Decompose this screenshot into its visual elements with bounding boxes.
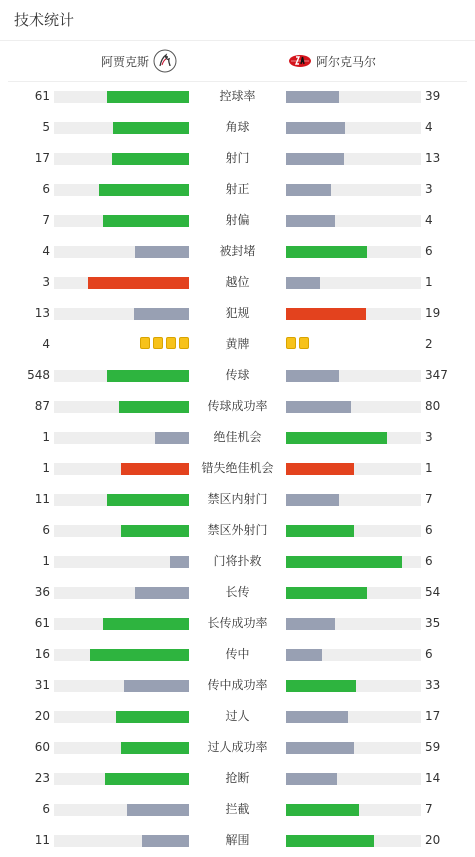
home-bar-track: [54, 370, 189, 382]
home-bar-fill: [105, 773, 189, 785]
away-bar-fill: [286, 308, 366, 320]
away-value: 4: [425, 213, 433, 227]
home-bar-track: [54, 308, 189, 320]
stat-label: 传中成功率: [207, 678, 268, 692]
away-bar-fill: [286, 525, 354, 537]
away-bar-fill: [286, 742, 354, 754]
stat-label: 拦截: [225, 802, 250, 816]
away-bar-fill: [286, 649, 322, 661]
home-bar-track: [54, 773, 189, 785]
home-bar-track: [54, 463, 189, 475]
stat-row: [0, 515, 475, 546]
away-bar-fill: [286, 432, 387, 444]
stat-label: 长传: [225, 585, 250, 599]
stat-row: [0, 205, 475, 236]
home-bar-fill: [107, 370, 189, 382]
home-value: 36: [34, 585, 50, 599]
home-bar-fill: [170, 556, 189, 568]
stat-row: [0, 360, 475, 391]
stat-row: [0, 484, 475, 515]
away-value: 3: [425, 430, 433, 444]
stat-row: [0, 639, 475, 670]
away-value: 14: [425, 771, 441, 785]
home-bar-track: [54, 153, 189, 165]
away-bar-track: [286, 587, 421, 599]
away-bar-track: [286, 401, 421, 413]
stat-label: 抢断: [225, 771, 250, 785]
home-bar-fill: [116, 711, 189, 723]
stat-row: [0, 794, 475, 825]
away-bar-fill: [286, 122, 345, 134]
stat-label: 射偏: [225, 213, 250, 227]
home-bar-fill: [142, 835, 189, 847]
away-bar-fill: [286, 587, 367, 599]
home-value: 61: [34, 89, 50, 103]
home-value: 3: [42, 275, 50, 289]
stat-label: 门将扑救: [213, 554, 262, 568]
stat-row: [0, 701, 475, 732]
stat-label: 被封堵: [219, 244, 256, 258]
stat-label: 角球: [225, 120, 250, 134]
away-bar-fill: [286, 463, 354, 475]
stat-row: [0, 825, 475, 856]
home-bar-track: [54, 246, 189, 258]
home-bar-fill: [88, 277, 189, 289]
away-bar-track: [286, 91, 421, 103]
away-value: 6: [425, 554, 433, 568]
stat-label: 解围: [225, 833, 250, 847]
away-bar-track: [286, 773, 421, 785]
home-bar-track: [54, 277, 189, 289]
home-bar-track: [54, 804, 189, 816]
home-bar-track: [54, 432, 189, 444]
stat-label: 犯规: [225, 306, 250, 320]
home-bar-fill: [155, 432, 189, 444]
stat-label: 黄牌: [225, 337, 250, 351]
away-yellow-cards: [286, 337, 309, 352]
home-bar-track: [54, 680, 189, 692]
stat-label: 控球率: [219, 89, 256, 103]
home-value: 1: [42, 461, 50, 475]
stat-row: [0, 453, 475, 484]
yellow-card-icon: [153, 337, 163, 349]
stat-row: [0, 391, 475, 422]
away-bar-fill: [286, 773, 337, 785]
away-value: 59: [425, 740, 441, 754]
yellow-card-icon: [166, 337, 176, 349]
away-value: 35: [425, 616, 441, 630]
away-bar-track: [286, 463, 421, 475]
home-bar-fill: [121, 742, 189, 754]
away-team[interactable]: [288, 41, 376, 81]
away-value: 19: [425, 306, 441, 320]
stats-list: [0, 81, 475, 856]
away-value: 13: [425, 151, 441, 165]
away-value: 347: [425, 368, 448, 382]
away-value: 6: [425, 244, 433, 258]
home-bar-fill: [113, 122, 189, 134]
away-value: 6: [425, 523, 433, 537]
away-bar-fill: [286, 277, 320, 289]
home-value: 31: [34, 678, 50, 692]
away-bar-track: [286, 742, 421, 754]
home-bar-fill: [127, 804, 189, 816]
away-bar-fill: [286, 215, 335, 227]
home-bar-fill: [121, 525, 189, 537]
home-bar-fill: [107, 91, 189, 103]
home-value: 13: [34, 306, 50, 320]
home-value: 60: [34, 740, 50, 754]
away-bar-fill: [286, 246, 367, 258]
stat-row: [0, 112, 475, 143]
away-bar-fill: [286, 711, 348, 723]
home-value: 11: [34, 833, 50, 847]
away-team-name: 阿尔克马尔: [316, 54, 377, 69]
stat-label: 长传成功率: [207, 616, 268, 630]
home-bar-track: [54, 525, 189, 537]
stat-label: 绝佳机会: [213, 430, 262, 444]
stat-row: [0, 422, 475, 453]
home-value: 61: [34, 616, 50, 630]
stat-label: 过人成功率: [207, 740, 268, 754]
home-yellow-cards: [140, 337, 189, 352]
home-bar-track: [54, 556, 189, 568]
home-bar-track: [54, 494, 189, 506]
home-value: 1: [42, 430, 50, 444]
stat-label: 越位: [225, 275, 250, 289]
away-bar-track: [286, 525, 421, 537]
home-bar-track: [54, 742, 189, 754]
stat-row: [0, 732, 475, 763]
home-value: 548: [27, 368, 50, 382]
yellow-card-icon: [286, 337, 296, 349]
home-team[interactable]: [101, 41, 177, 81]
away-bar-fill: [286, 401, 351, 413]
away-bar-fill: [286, 184, 331, 196]
home-value: 4: [42, 244, 50, 258]
home-value: 17: [34, 151, 50, 165]
away-value: 6: [425, 647, 433, 661]
away-value: 2: [425, 337, 433, 351]
away-bar-track: [286, 246, 421, 258]
ajax-crest-icon: [153, 49, 177, 73]
away-value: 33: [425, 678, 441, 692]
home-bar-fill: [103, 215, 189, 227]
stat-label: 射正: [225, 182, 250, 196]
home-bar-fill: [135, 587, 189, 599]
home-bar-fill: [119, 401, 189, 413]
home-bar-track: [54, 184, 189, 196]
home-bar-track: [54, 649, 189, 661]
home-bar-fill: [103, 618, 189, 630]
home-bar-fill: [99, 184, 189, 196]
stat-label: 传中: [225, 647, 250, 661]
yellow-card-icon: [140, 337, 150, 349]
away-bar-track: [286, 804, 421, 816]
home-bar-fill: [124, 680, 189, 692]
away-bar-fill: [286, 370, 339, 382]
away-bar-fill: [286, 153, 344, 165]
away-bar-track: [286, 556, 421, 568]
home-bar-track: [54, 215, 189, 227]
away-value: 3: [425, 182, 433, 196]
away-value: 1: [425, 461, 433, 475]
away-value: 54: [425, 585, 441, 599]
stat-label: 错失绝佳机会: [201, 461, 274, 475]
away-value: 7: [425, 802, 433, 816]
stat-row: [0, 298, 475, 329]
away-value: 39: [425, 89, 441, 103]
home-team-name: 阿贾克斯: [100, 54, 149, 69]
home-bar-track: [54, 91, 189, 103]
away-bar-fill: [286, 556, 402, 568]
stat-row: [0, 81, 475, 112]
home-value: 7: [42, 213, 50, 227]
home-bar-track: [54, 587, 189, 599]
away-bar-track: [286, 680, 421, 692]
stat-row: [0, 267, 475, 298]
away-bar-fill: [286, 804, 359, 816]
stat-label: 禁区内射门: [207, 492, 268, 506]
home-value: 16: [34, 647, 50, 661]
yellow-card-icon: [299, 337, 309, 349]
home-value: 23: [34, 771, 50, 785]
stat-row: [0, 329, 475, 360]
home-bar-fill: [121, 463, 189, 475]
away-bar-track: [286, 494, 421, 506]
home-bar-track: [54, 618, 189, 630]
away-bar-track: [286, 432, 421, 444]
away-bar-track: [286, 277, 421, 289]
home-bar-track: [54, 711, 189, 723]
away-bar-track: [286, 711, 421, 723]
home-bar-track: [54, 122, 189, 134]
away-bar-fill: [286, 835, 374, 847]
home-value: 4: [42, 337, 50, 351]
away-bar-track: [286, 618, 421, 630]
home-value: 1: [42, 554, 50, 568]
home-value: 87: [34, 399, 50, 413]
stat-row: [0, 763, 475, 794]
stat-label: 禁区外射门: [207, 523, 268, 537]
home-bar-fill: [112, 153, 189, 165]
away-bar-track: [286, 215, 421, 227]
home-bar-track: [54, 401, 189, 413]
home-value: 6: [42, 182, 50, 196]
away-value: 1: [425, 275, 433, 289]
away-value: 4: [425, 120, 433, 134]
stat-label: 传球: [225, 368, 250, 382]
away-bar-track: [286, 370, 421, 382]
home-bar-fill: [107, 494, 189, 506]
stat-label: 传球成功率: [207, 399, 268, 413]
stat-row: [0, 546, 475, 577]
away-bar-track: [286, 649, 421, 661]
away-bar-fill: [286, 494, 339, 506]
yellow-card-icon: [179, 337, 189, 349]
away-value: 17: [425, 709, 441, 723]
home-value: 20: [34, 709, 50, 723]
home-bar-fill: [90, 649, 189, 661]
home-value: 6: [42, 523, 50, 537]
stat-row: [0, 143, 475, 174]
stat-label: 过人: [225, 709, 250, 723]
teams-header: [8, 41, 467, 82]
away-value: 7: [425, 492, 433, 506]
stat-row: [0, 608, 475, 639]
away-bar-track: [286, 308, 421, 320]
stat-row: [0, 577, 475, 608]
stat-row: [0, 670, 475, 701]
away-bar-track: [286, 184, 421, 196]
away-bar-fill: [286, 91, 339, 103]
az-alkmaar-crest-icon: [288, 49, 312, 73]
stat-row: [0, 236, 475, 267]
page-title: 技术统计: [14, 11, 75, 29]
away-bar-track: [286, 835, 421, 847]
away-bar-track: [286, 122, 421, 134]
home-bar-fill: [134, 308, 189, 320]
stat-label: 射门: [225, 151, 250, 165]
home-bar-track: [54, 835, 189, 847]
home-value: 5: [42, 120, 50, 134]
away-bar-track: [286, 153, 421, 165]
home-value: 11: [34, 492, 50, 506]
away-bar-fill: [286, 618, 335, 630]
home-bar-fill: [135, 246, 189, 258]
away-bar-fill: [286, 680, 356, 692]
home-value: 6: [42, 802, 50, 816]
stat-row: [0, 174, 475, 205]
away-value: 80: [425, 399, 441, 413]
away-value: 20: [425, 833, 441, 847]
